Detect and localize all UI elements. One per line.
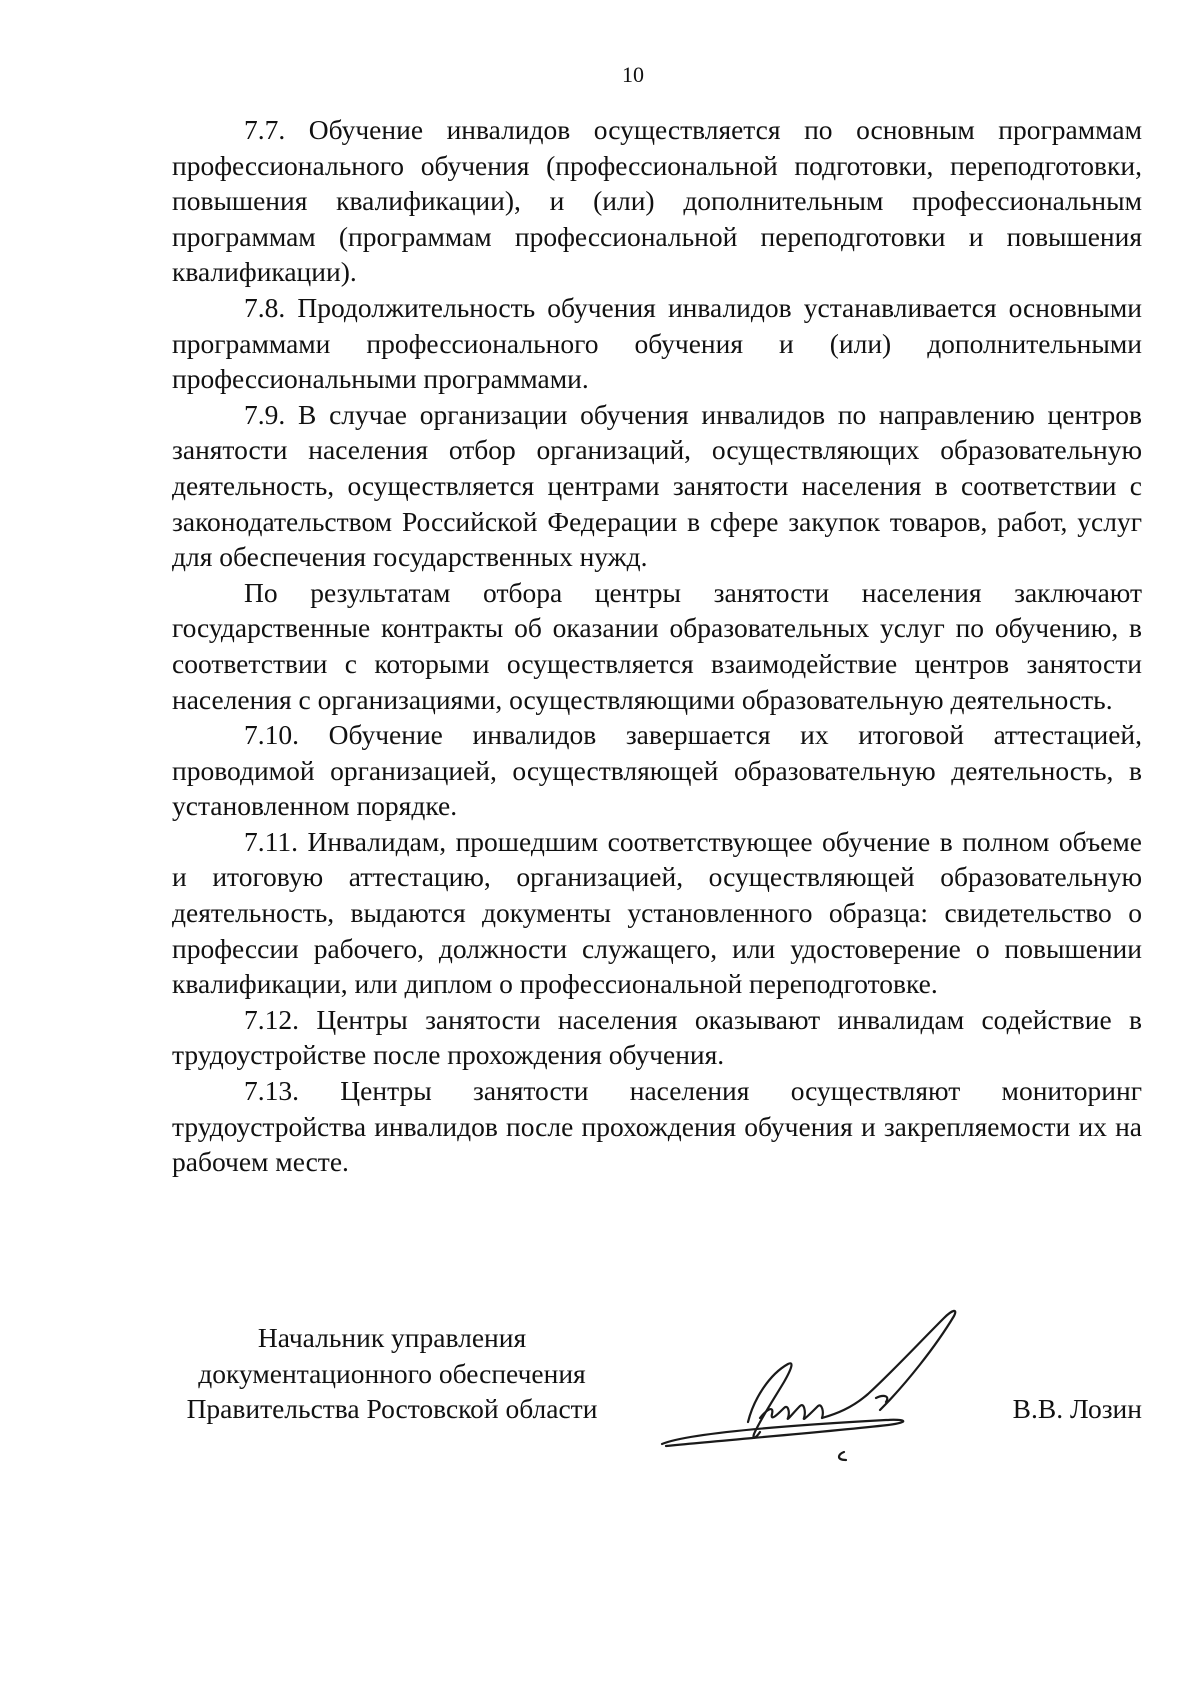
paragraph-7-8: 7.8. Продолжительность обучения инвалидов устанавливается основными программами профессионального обучения и (или) дополнительными профессиональными программами. — [172, 291, 1142, 395]
signatory-name: В.В. Лозин — [1012, 1393, 1142, 1424]
paragraph-7-11: 7.11. Инвалидам, прошедшим соответствующее обучение в полном объеме и итоговую аттестацию, организацией, осуществляющей образовательную деятельность, выдаются документы установленного образца: свидетельство о профессии рабочего, должности служащего, или удостоверение о повышении квалификации, или диплом о профессиональной переподготовке. — [172, 825, 1142, 1000]
document-body — [172, 112, 1142, 1180]
handwritten-signature-icon — [656, 1294, 986, 1470]
signatory-title — [172, 1320, 612, 1427]
page-number: 10 — [622, 62, 644, 87]
paragraph-7-9: 7.9. В случае организации обучения инвалидов по направлению центров занятости населения отбор организаций, осуществляющих образовательную деятельность, осуществляется центрами занятости населения в соответствии с законодательством Российской Федерации в сфере закупок товаров, работ, услуг для обеспечения государственных нужд. — [172, 398, 1142, 573]
paragraph-7-13: 7.13. Центры занятости населения осуществляют мониторинг трудоустройства инвалидов после прохождения обучения и закрепляемости их на рабочем месте. — [172, 1075, 1142, 1178]
paragraph-7-12: 7.12. Центры занятости населения оказывают инвалидам содействие в трудоустройстве после прохождения обучения. — [172, 1003, 1142, 1071]
signatory-title-line-1: Начальник управления — [257, 1322, 527, 1353]
paragraph-7-10: 7.10. Обучение инвалидов завершается их итоговой аттестацией, проводимой организацией, осуществляющей образовательную деятельность, в установленном порядке. — [172, 719, 1142, 822]
signatory-title-line-2: документационного обеспечения — [198, 1357, 586, 1389]
signature-block — [172, 1320, 1142, 1480]
paragraph-7-9-continued: По результатам отбора центры занятости населения заключают государственные контракты об оказании образовательных услуг по обучению, в соответствии с которыми осуществляется взаимодействие центров занятости населения с организациями, осуществляющими образовательную деятельность. — [172, 576, 1142, 715]
paragraph-7-7: 7.7. Обучение инвалидов осуществляется по основным программам профессионального обучения (профессиональной подготовки, переподготовки, повышения квалификации), и (или) дополнительным профессиональным программам (программам профессиональной переподготовки и повышения квалификации). — [172, 114, 1142, 288]
signatory-title-line-3: Правительства Ростовской области — [186, 1393, 598, 1425]
